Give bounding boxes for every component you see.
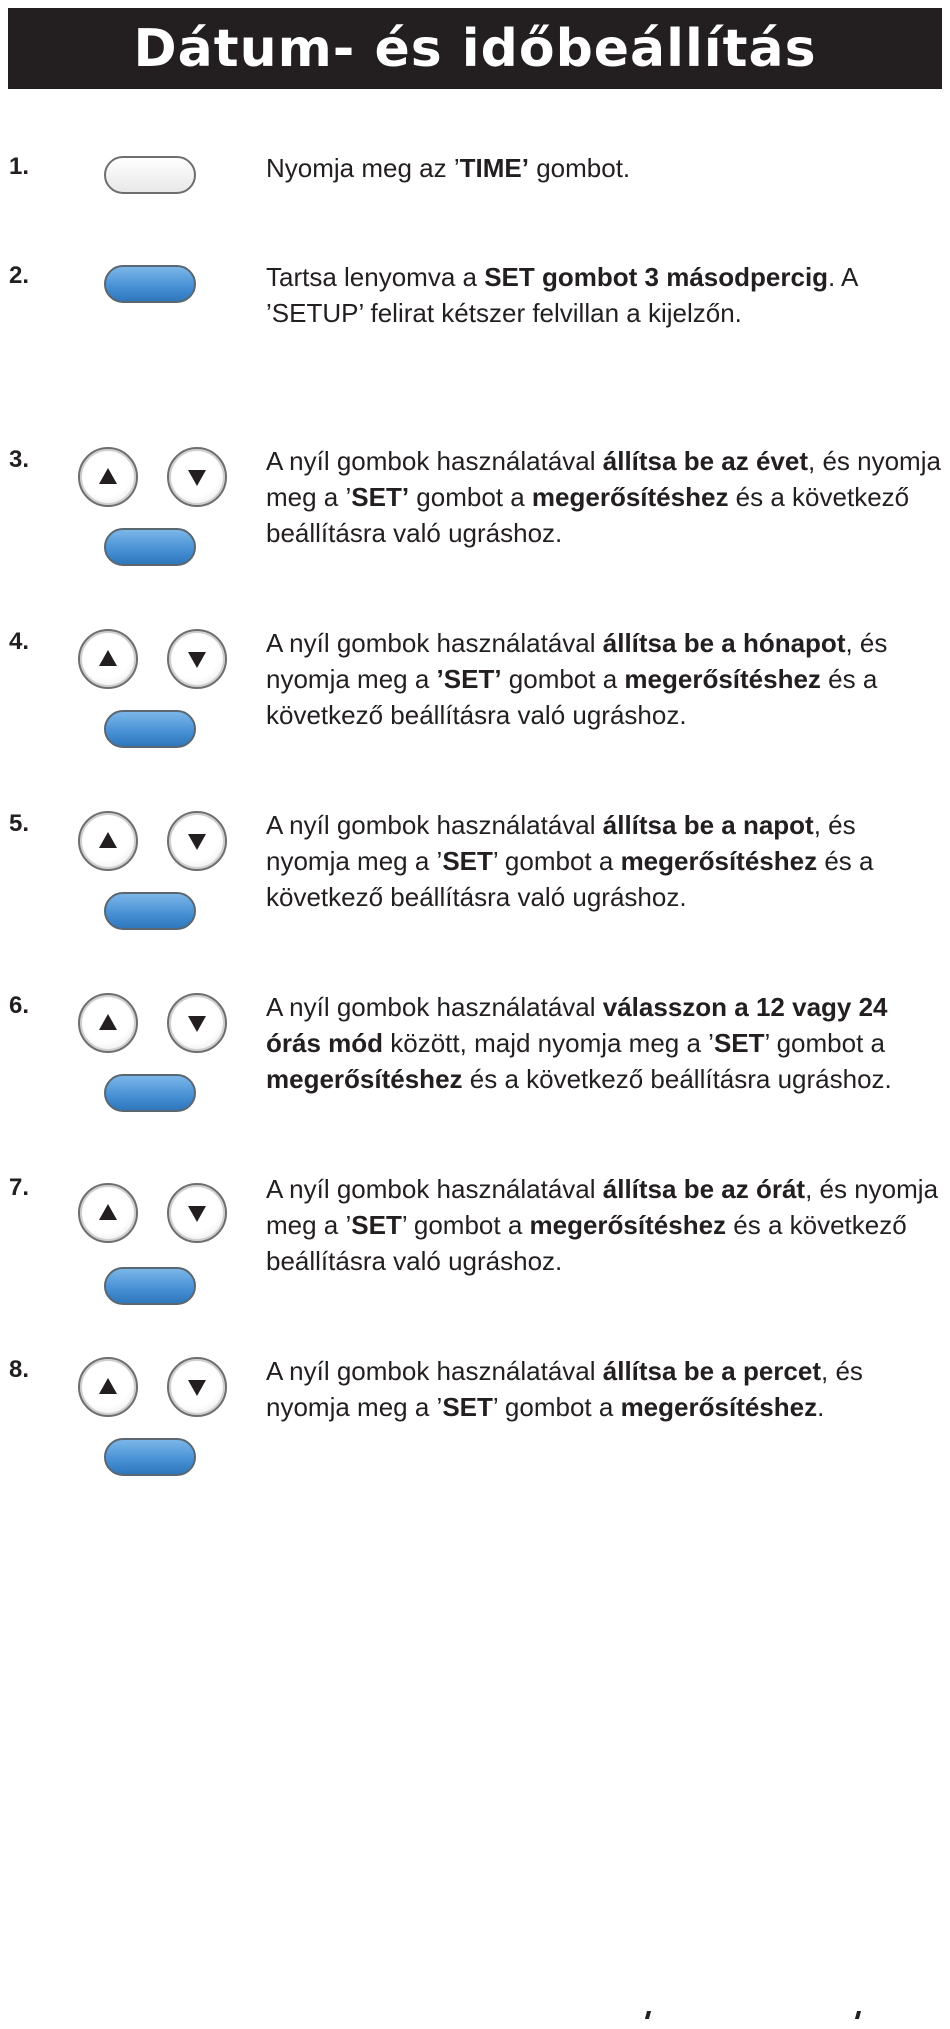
title-bar xyxy=(8,8,942,89)
step-text-segment: , és nyomja meg a ’ xyxy=(266,1174,939,1240)
page-title: Dátum- és időbeállítás xyxy=(133,18,817,79)
step-text xyxy=(266,1353,946,1425)
step-text-segment: megerősítéshez xyxy=(624,664,821,694)
step-number: 4. xyxy=(9,628,30,655)
up-arrow-button-icon xyxy=(78,811,138,871)
step-text-segment: SET xyxy=(442,1392,493,1422)
step-text-segment: válasszon a 12 vagy 24 órás mód xyxy=(266,992,888,1058)
down-arrow-button-icon xyxy=(167,629,227,689)
set-button-icon xyxy=(104,1267,196,1305)
up-arrow-button-icon xyxy=(78,447,138,507)
step-text-segment: gombot. xyxy=(528,153,631,183)
print-mark xyxy=(645,2011,651,2019)
step-text-segment: A nyíl gombok használatával xyxy=(266,992,603,1022)
up-arrow-button-icon xyxy=(78,1183,138,1243)
step-text-segment: állítsa be a percet xyxy=(602,1356,821,1386)
step-text-segment: ’ gombot a xyxy=(492,846,621,876)
step-text-segment: ’ gombot a xyxy=(401,1210,530,1240)
step-text-segment: SET xyxy=(442,846,493,876)
set-button-icon xyxy=(104,1438,196,1476)
step-text-segment: ’SET’ xyxy=(436,664,502,694)
step-text-segment: , és nyomja meg a ’ xyxy=(266,446,941,512)
step-text-segment: ’ gombot a xyxy=(764,1028,885,1058)
step-text-segment: megerősítéshez xyxy=(266,1064,463,1094)
step-text-segment: SET xyxy=(713,1028,765,1058)
down-arrow-button-icon xyxy=(167,811,227,871)
step-text-segment: . xyxy=(817,1392,825,1422)
step-text-segment: megerősítéshez xyxy=(531,482,729,512)
step-text-segment: Nyomja meg az ’ xyxy=(266,153,460,183)
step-number: 8. xyxy=(9,1356,30,1383)
step-text-segment: ’ gombot a xyxy=(492,1392,621,1422)
up-arrow-button-icon xyxy=(78,1357,138,1417)
step-text-segment: . A ’SETUP’ felirat kétszer felvillan a kijelzőn. xyxy=(266,262,857,328)
step-number: 6. xyxy=(9,992,30,1019)
set-button-icon xyxy=(104,710,196,748)
down-arrow-button-icon xyxy=(167,1357,227,1417)
step-text xyxy=(266,443,946,551)
step-text-segment: A nyíl gombok használatával xyxy=(266,1174,603,1204)
step-text xyxy=(266,150,946,186)
step-text-segment: megerősítéshez xyxy=(620,846,818,876)
time-button-icon xyxy=(104,156,196,194)
step-text-segment: gombot a xyxy=(409,482,532,512)
down-arrow-button-icon xyxy=(167,1183,227,1243)
step-text-segment: és a következő beállításra való ugráshoz. xyxy=(266,846,874,912)
print-mark xyxy=(855,2011,861,2019)
step-text-segment: SET gombot 3 másodpercig xyxy=(484,262,829,292)
down-arrow-button-icon xyxy=(167,993,227,1053)
step-text xyxy=(266,989,946,1097)
step-text-segment: állítsa be az órát xyxy=(602,1174,806,1204)
step-number: 2. xyxy=(9,262,30,289)
step-text-segment: megerősítéshez xyxy=(620,1392,818,1422)
up-arrow-button-icon xyxy=(78,629,138,689)
step-text-segment: és a következő beállításra való ugráshoz. xyxy=(266,664,878,730)
step-text-segment: állítsa be az évet xyxy=(602,446,808,476)
step-text-segment: állítsa be a napot xyxy=(602,810,814,840)
step-text-segment: , és nyomja meg a ’ xyxy=(266,1356,863,1422)
step-number: 7. xyxy=(9,1174,30,1201)
step-text xyxy=(266,1171,946,1279)
step-text-segment: SET’ xyxy=(351,482,410,512)
set-button-icon xyxy=(104,892,196,930)
step-text-segment: , és nyomja meg a ’ xyxy=(266,810,856,876)
up-arrow-button-icon xyxy=(78,993,138,1053)
step-text-segment: között, majd nyomja meg a ’ xyxy=(383,1028,714,1058)
step-text-segment: állítsa be a hónapot xyxy=(602,628,846,658)
step-text-segment: A nyíl gombok használatával xyxy=(266,1356,603,1386)
step-text xyxy=(266,625,946,733)
step-text-segment: megerősítéshez xyxy=(529,1210,727,1240)
step-text-segment: és a következő beállításra ugráshoz. xyxy=(462,1064,892,1094)
step-text-segment: TIME’ xyxy=(459,153,529,183)
step-text xyxy=(266,259,906,331)
step-number: 3. xyxy=(9,446,30,473)
down-arrow-button-icon xyxy=(167,447,227,507)
step-text-segment: A nyíl gombok használatával xyxy=(266,446,603,476)
step-text-segment: , és nyomja meg a xyxy=(266,628,888,694)
step-text-segment: A nyíl gombok használatával xyxy=(266,628,603,658)
step-text-segment: A nyíl gombok használatával xyxy=(266,810,603,840)
step-number: 1. xyxy=(9,153,30,180)
set-button-icon xyxy=(104,265,196,303)
set-button-icon xyxy=(104,1074,196,1112)
step-text-segment: és a következő beállításra való ugráshoz. xyxy=(266,482,910,548)
step-text-segment: gombot a xyxy=(501,664,625,694)
step-text-segment: SET xyxy=(351,1210,402,1240)
step-text xyxy=(266,807,946,915)
step-text-segment: és a következő beállításra való ugráshoz. xyxy=(266,1210,907,1276)
step-number: 5. xyxy=(9,810,30,837)
set-button-icon xyxy=(104,528,196,566)
step-text-segment: Tartsa lenyomva a xyxy=(266,262,485,292)
